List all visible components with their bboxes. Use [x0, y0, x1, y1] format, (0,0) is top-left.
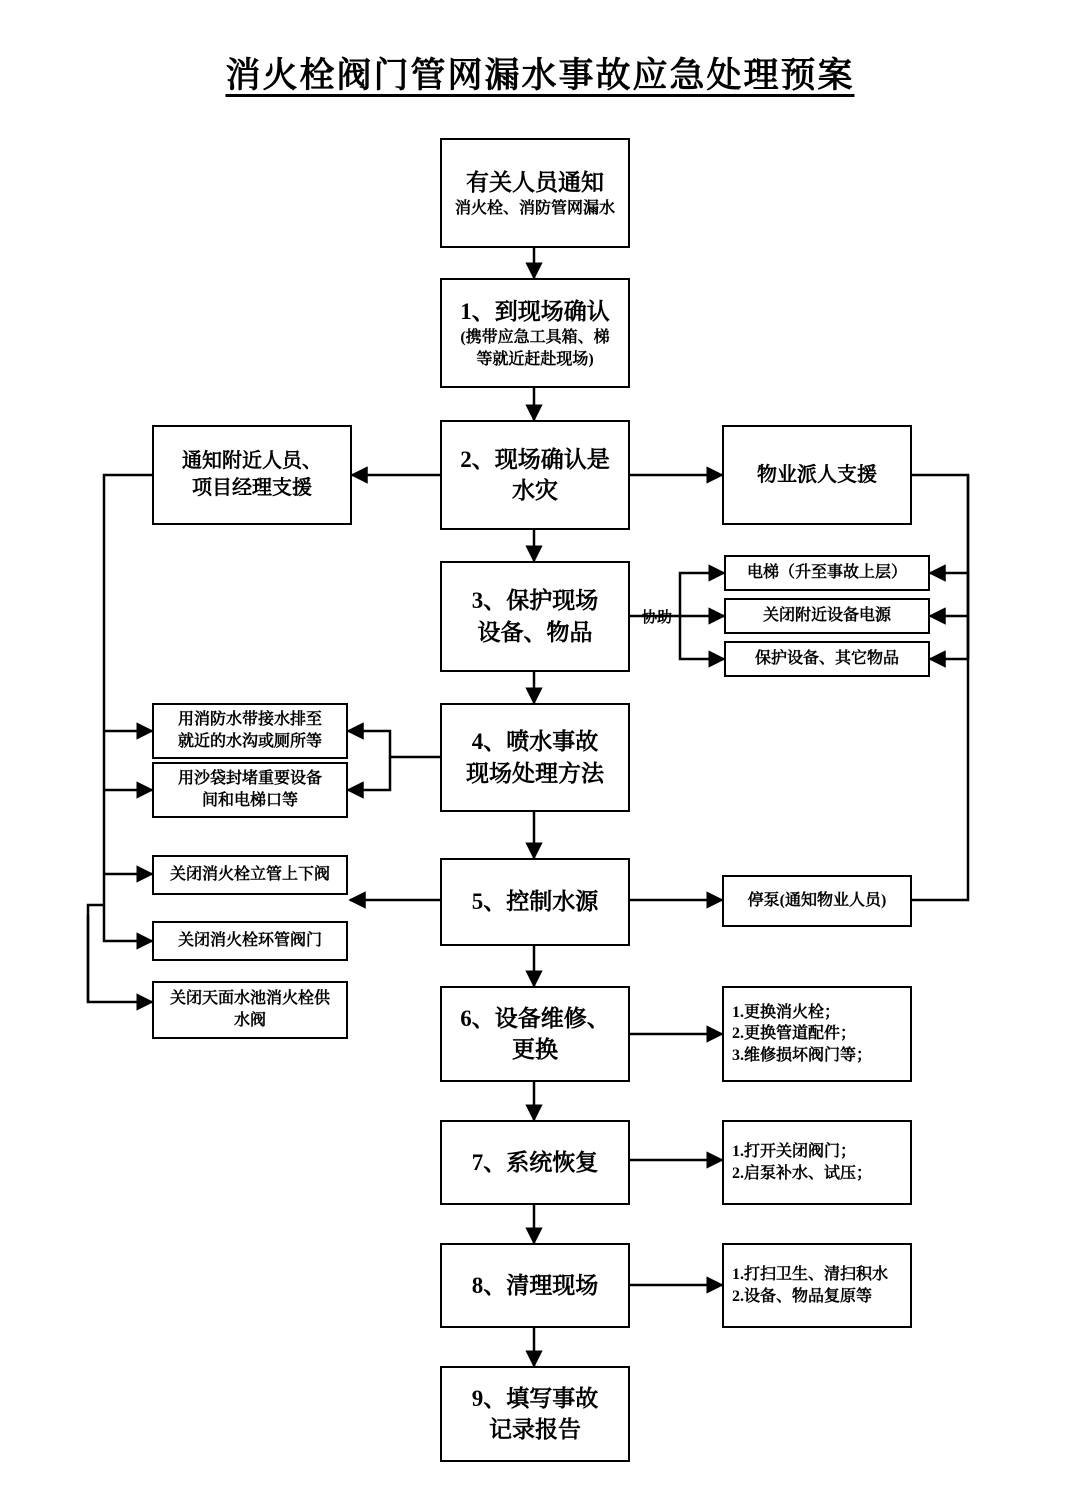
node-clean-list: 1.打扫卫生、清扫积水 2.设备、物品复原等	[722, 1243, 912, 1328]
node-restore-list: 1.打开关闭阀门； 2.启泵补水、试压；	[722, 1120, 912, 1205]
node-close-loop-valve: 关闭消火栓环管阀门	[152, 921, 348, 961]
node-notify-personnel: 有关人员通知 消火栓、消防管网漏水	[440, 138, 630, 248]
node-repair-list: 1.更换消火栓； 2.更换管道配件； 3.维修损坏阀门等；	[722, 986, 912, 1082]
node-elevator-raise: 电梯（升至事故上层）	[724, 555, 930, 591]
node-step3-protect-site: 3、保护现场 设备、物品	[440, 561, 630, 672]
node-step8-clean-site: 8、清理现场	[440, 1243, 630, 1328]
node-cut-power: 关闭附近设备电源	[724, 598, 930, 634]
node-step5-control-water: 5、控制水源	[440, 858, 630, 946]
node-step2-confirm-flood: 2、现场确认是 水灾	[440, 420, 630, 530]
node-close-riser-valve: 关闭消火栓立管上下阀	[152, 855, 348, 895]
node-step1-confirm-onsite: 1、到现场确认 (携带应急工具箱、梯 等就近赶赴现场)	[440, 278, 630, 388]
node-hose-drain: 用消防水带接水排至 就近的水沟或厕所等	[152, 703, 348, 759]
node-property-support: 物业派人支援	[722, 425, 912, 525]
label-assist: 协助	[642, 610, 673, 626]
page-title: 消火栓阀门管网漏水事故应急处理预案	[225, 56, 855, 95]
node-close-rooftop-tank-valve: 关闭天面水池消火栓供 水阀	[152, 981, 348, 1039]
node-step9-write-report: 9、填写事故 记录报告	[440, 1366, 630, 1462]
node-step6-repair-replace: 6、设备维修、 更换	[440, 986, 630, 1082]
node-stop-pump: 停泵(通知物业人员)	[722, 875, 912, 927]
node-step4-spray-handling: 4、喷水事故 现场处理方法	[440, 703, 630, 812]
node-notify-nearby-staff: 通知附近人员、 项目经理支援	[152, 425, 352, 525]
node-protect-equipment: 保护设备、其它物品	[724, 641, 930, 677]
node-step7-system-restore: 7、系统恢复	[440, 1120, 630, 1205]
node-sandbag-block: 用沙袋封堵重要设备 间和电梯口等	[152, 762, 348, 818]
